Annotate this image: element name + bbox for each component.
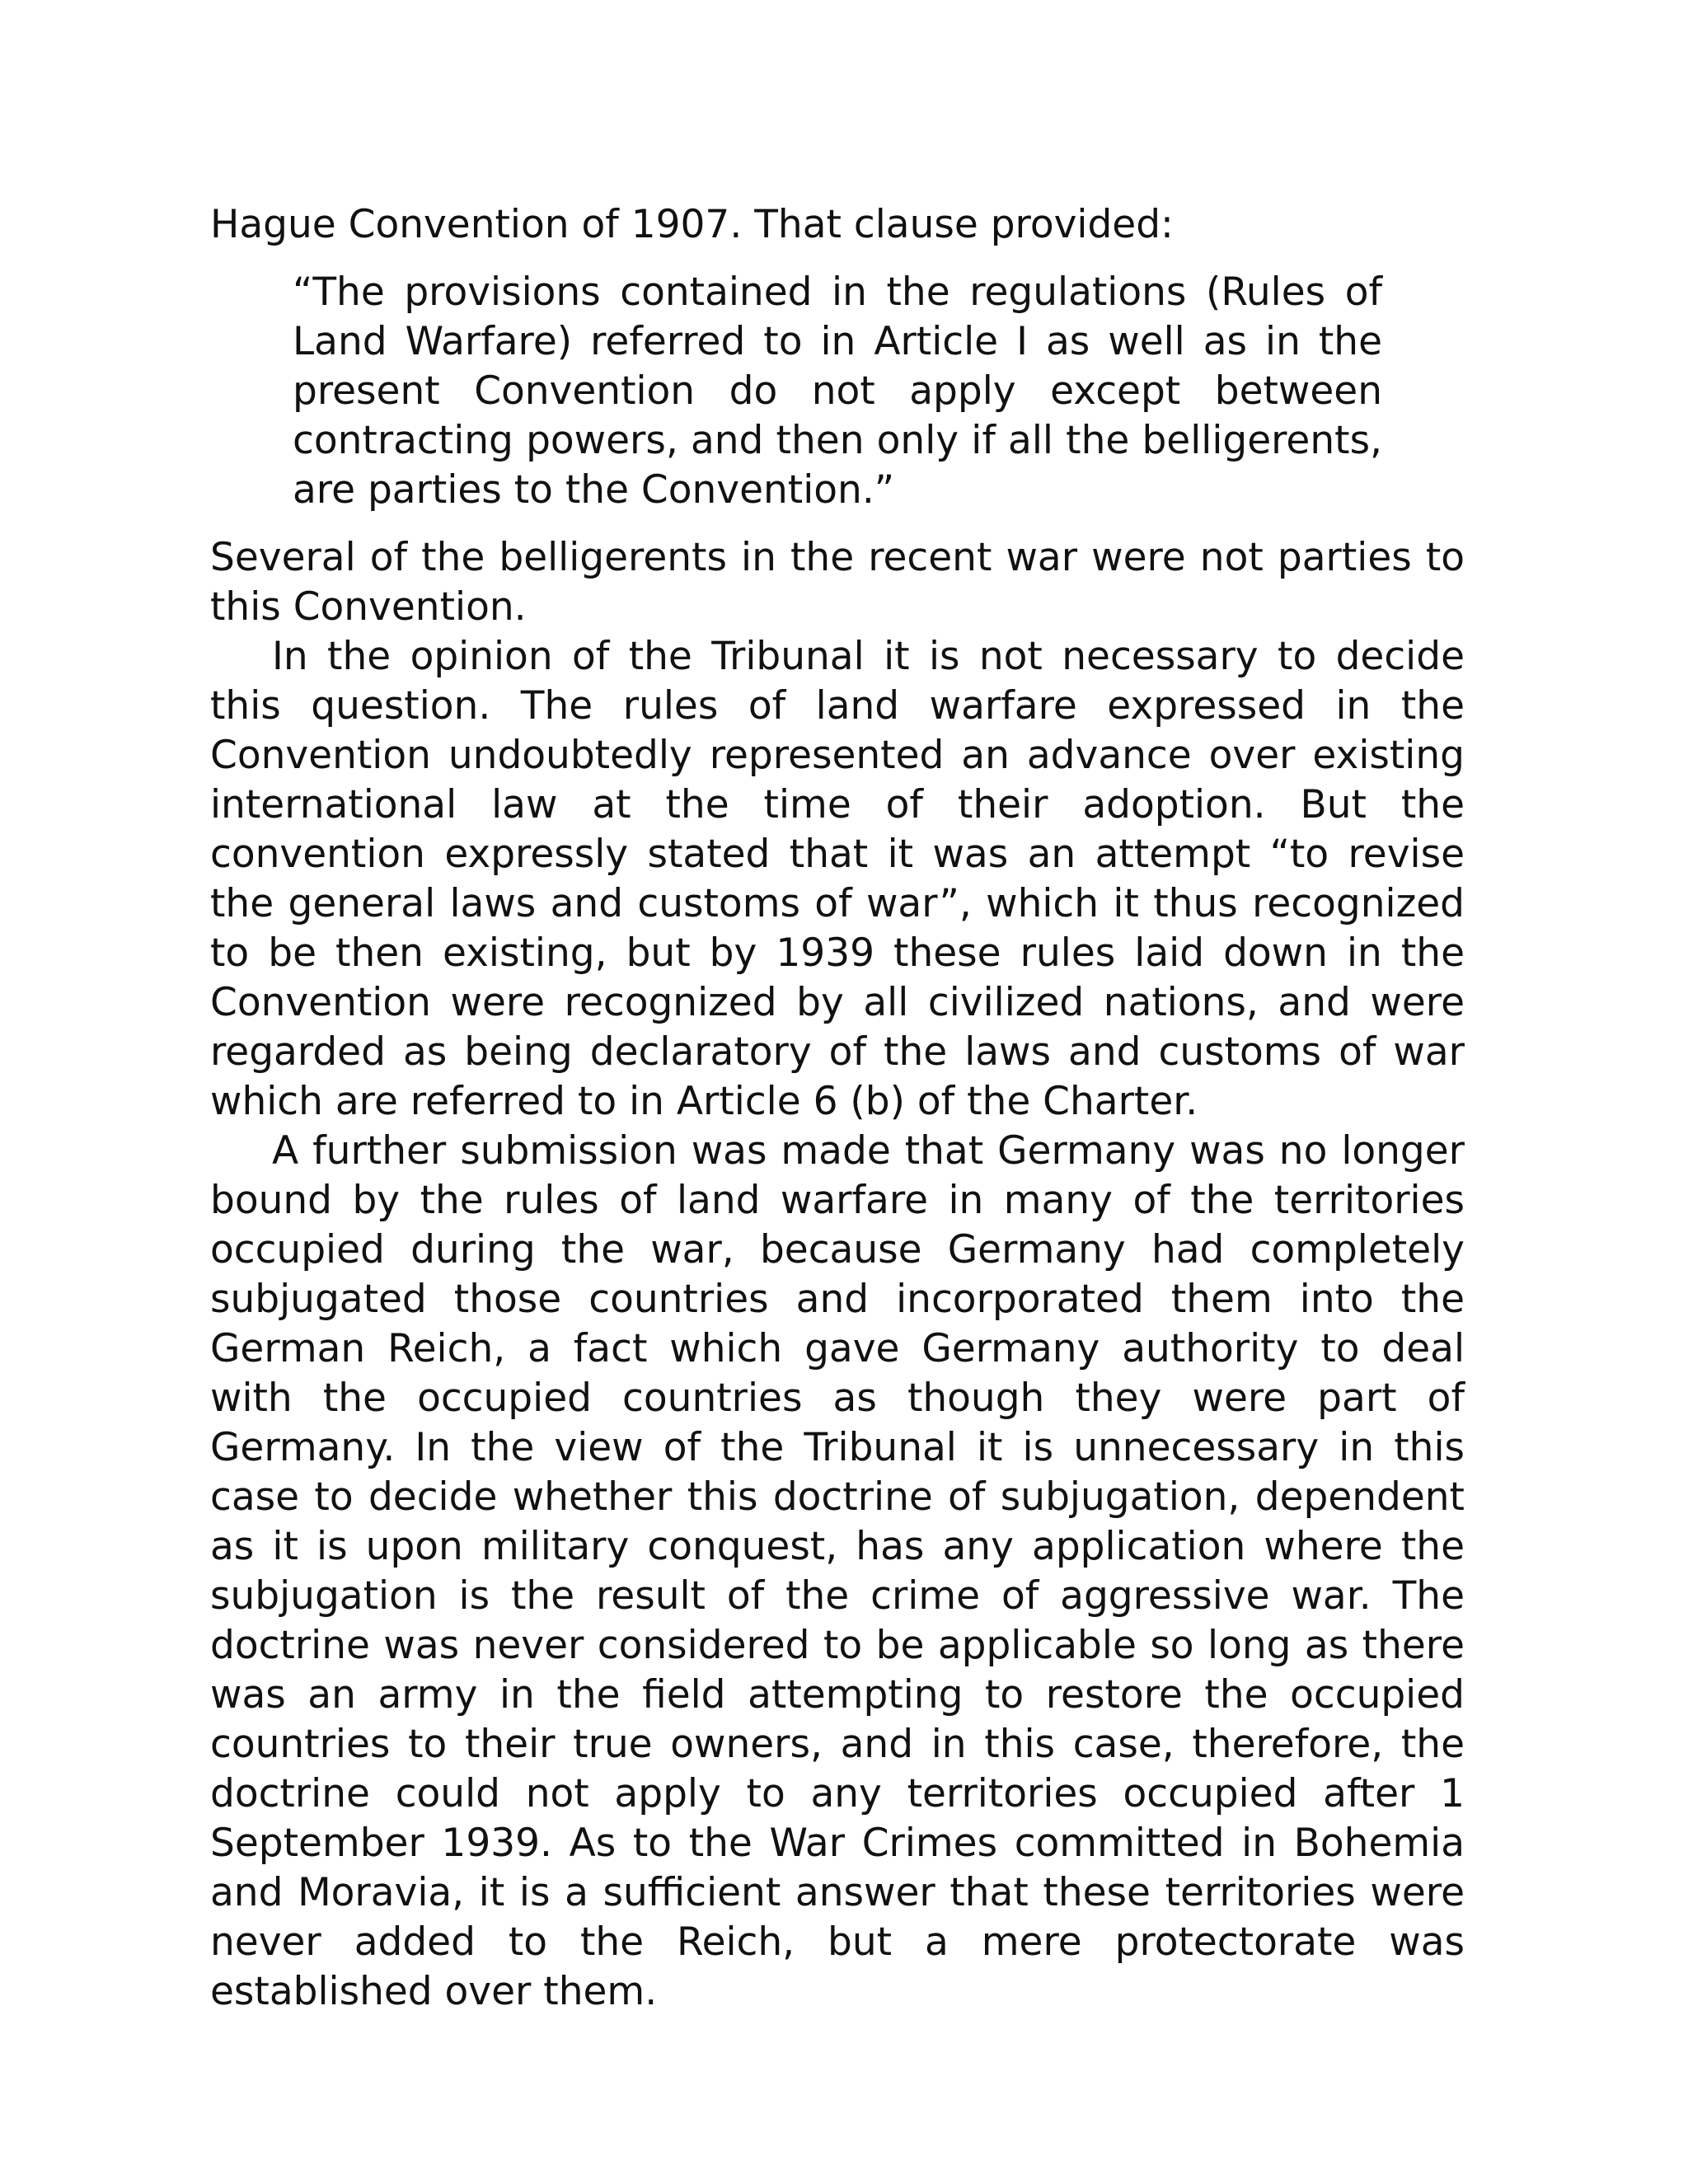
block-quote: “The provisions contained in the regulations (Rules of Land Warfare) referred to in Article I as well as in the present Convention do not apply except between contracting powers, and then only if all the belligerents, are parties to the Convention.” [293, 269, 1382, 513]
intro-line: Hague Convention of 1907. That clause provided: [210, 202, 1174, 247]
paragraph: Several of the belligerents in the recent war were not parties to this Convention. [210, 535, 1465, 630]
document-page [210, 200, 1465, 2017]
paragraph: A further submission was made that Germany was no longer bound by the rules of land warfare in many of the territories occupied during the war, because Germany had completely subjugated those countries and incorporated them into the German Reich, a fact which gave Germany authority to deal with the occupied countries as though they were part of Germany. In the view of the Tribunal it is unnecessary in this case to decide whether this doctrine of subjugation, dependent as it is upon military conquest, has any application where the subjugation is the result of the crime of aggressive war. The doctrine was never considered to be applicable so long as there was an army in the field attempting to restore the occupied countries to their true owners, and in this case, therefore, the doctrine could not apply to any territories occupied after 1 September 1939. As to the War Crimes committed in Bohemia and Moravia, it is a sufficient answer that these territories were never added to the Reich, but a mere protectorate was established over them. [210, 1128, 1465, 2014]
paragraph: In the opinion of the Tribunal it is not necessary to decide this question. The rules of land warfare expressed in the Convention undoubtedly represented an advance over existing international law at the time of their adoption. But the convention expressly stated that it was an attempt “to revise the general laws and customs of war”, which it thus recognized to be then existing, but by 1939 these rules laid down in the Convention were recognized by all civilized nations, and were regarded as being declaratory of the laws and customs of war which are referred to in Article 6 (b) of the Charter. [210, 634, 1465, 1124]
